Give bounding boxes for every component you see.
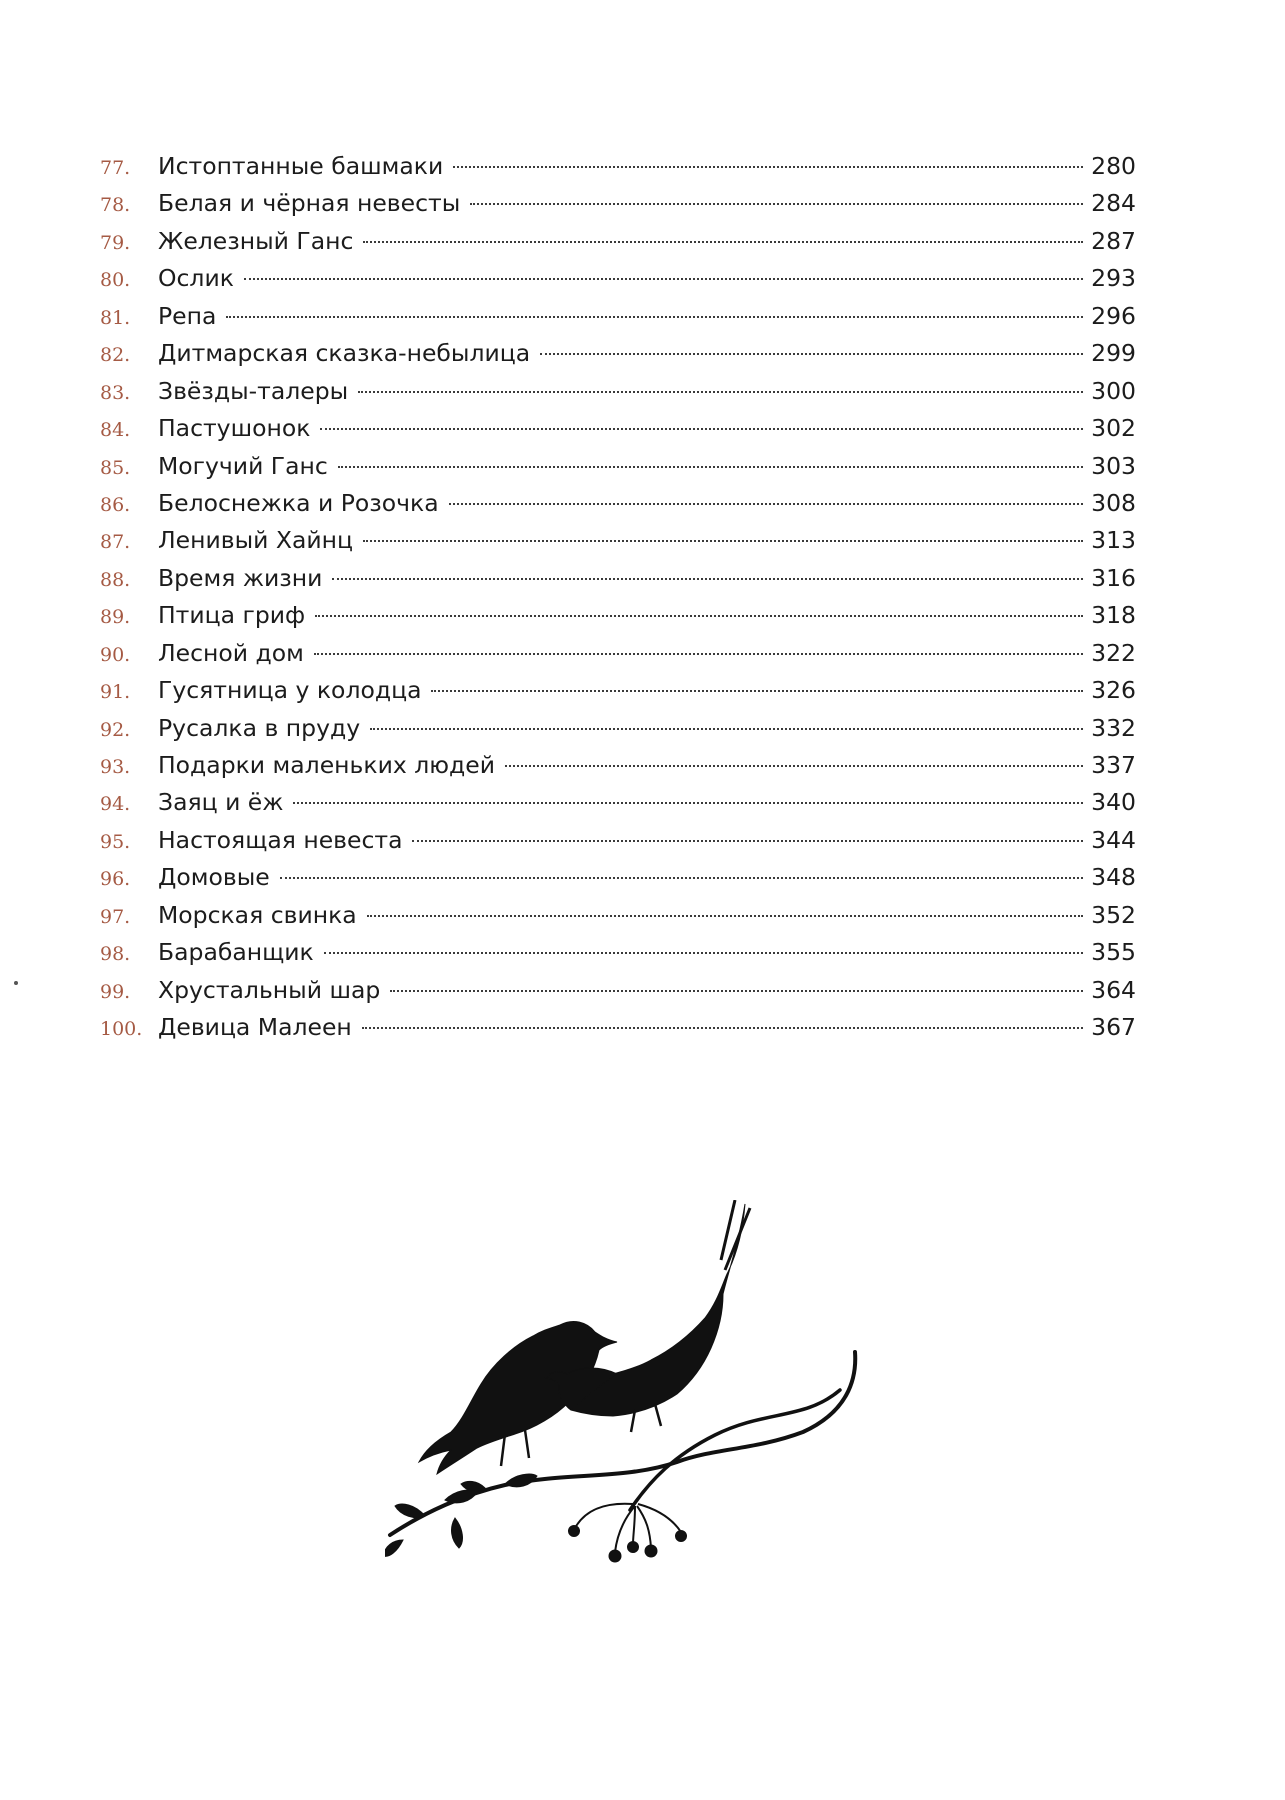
toc-entry-page: 355 [1091, 938, 1136, 967]
toc-entry-title: Могучий Ганс [158, 451, 328, 480]
toc-entry-page: 340 [1091, 788, 1136, 817]
toc-entry [100, 897, 1136, 934]
toc-entry-page: 337 [1091, 751, 1136, 779]
toc-entry-number: 87. [100, 531, 131, 554]
toc-entry-page: 313 [1091, 526, 1136, 555]
toc-entry [100, 373, 1136, 410]
toc-dot-leader [370, 728, 1083, 730]
toc-entry-number: 97. [100, 905, 131, 928]
toc-entry-title: Белоснежка и Розочка [158, 488, 439, 517]
two-birds-on-branch-icon [385, 1200, 865, 1570]
toc-entry [100, 784, 1136, 821]
toc-entry-title: Истоптанные башмаки [158, 152, 444, 180]
toc-entry [100, 1009, 1136, 1046]
toc-dot-leader [226, 316, 1083, 318]
toc-entry-page: 308 [1091, 488, 1136, 517]
toc-entry [100, 672, 1136, 709]
toc-entry [100, 223, 1136, 260]
toc-entry-title: Морская свинка [158, 900, 357, 929]
toc-entry-number: 82. [100, 344, 131, 367]
toc-entry-number: 95. [100, 830, 131, 853]
toc-entry-title: Русалка в пруду [158, 713, 361, 742]
toc-entry-title: Хрустальный шар [158, 975, 381, 1004]
toc-dot-leader [367, 915, 1083, 917]
toc-entry-page: 284 [1091, 189, 1136, 218]
toc-entry-number: 88. [100, 568, 131, 591]
toc-dot-leader [431, 690, 1083, 692]
toc-entry-page: 364 [1091, 975, 1136, 1004]
toc-entry-title: Дитмарская сказка-небылица [158, 339, 531, 368]
toc-entry-title: Девица Малеен [158, 1013, 352, 1042]
toc-entry-page: 316 [1091, 563, 1136, 592]
table-of-contents [100, 148, 1136, 1047]
toc-entry-title: Подарки маленьких людей [158, 751, 495, 779]
toc-entry-title: Барабанщик [158, 938, 314, 967]
toc-entry-number: 92. [100, 718, 131, 741]
toc-entry-number: 78. [100, 194, 131, 217]
toc-entry-title: Репа [158, 301, 217, 330]
toc-dot-leader [324, 952, 1083, 954]
toc-entry-title: Ленивый Хайнц [158, 526, 354, 555]
toc-entry [100, 972, 1136, 1009]
toc-entry [100, 747, 1136, 784]
toc-entry [100, 185, 1136, 222]
toc-entry-page: 326 [1091, 676, 1136, 705]
toc-dot-leader [338, 466, 1083, 468]
toc-entry-number: 85. [100, 456, 131, 479]
toc-entry [100, 822, 1136, 859]
toc-entry-page: 367 [1091, 1013, 1136, 1042]
toc-entry-page: 299 [1091, 339, 1136, 368]
toc-dot-leader [453, 166, 1083, 168]
toc-entry-number: 90. [100, 643, 131, 666]
toc-dot-leader [358, 391, 1083, 393]
toc-entry-number: 80. [100, 269, 131, 292]
toc-entry-page: 322 [1091, 638, 1136, 667]
toc-entry-number: 98. [100, 943, 131, 966]
toc-entry-page: 303 [1091, 451, 1136, 480]
toc-entry [100, 335, 1136, 372]
toc-entry-number: 99. [100, 980, 131, 1003]
toc-entry [100, 410, 1136, 447]
toc-entry-page: 332 [1091, 713, 1136, 742]
toc-entry-title: Белая и чёрная невесты [158, 189, 461, 218]
toc-entry [100, 485, 1136, 522]
toc-entry-page: 296 [1091, 301, 1136, 330]
toc-entry-page: 352 [1091, 900, 1136, 929]
toc-dot-leader [332, 578, 1083, 580]
toc-entry [100, 148, 1136, 185]
toc-dot-leader [362, 1027, 1083, 1029]
toc-dot-leader [412, 840, 1083, 842]
toc-entry-page: 287 [1091, 226, 1136, 255]
toc-entry [100, 597, 1136, 634]
toc-entry-number: 100. [100, 1018, 143, 1041]
toc-dot-leader [244, 278, 1083, 280]
toc-entry-title: Звёзды-талеры [158, 376, 349, 405]
toc-entry-number: 94. [100, 793, 131, 816]
toc-dot-leader [363, 241, 1083, 243]
toc-entry-title: Железный Ганс [158, 226, 354, 255]
toc-entry [100, 298, 1136, 335]
scan-speck [14, 981, 18, 985]
toc-entry [100, 448, 1136, 485]
toc-entry-page: 293 [1091, 264, 1136, 293]
toc-entry-page: 280 [1091, 152, 1136, 180]
toc-entry-number: 83. [100, 381, 131, 404]
toc-dot-leader [363, 540, 1083, 542]
toc-entry-number: 79. [100, 231, 131, 254]
toc-dot-leader [505, 765, 1083, 767]
toc-dot-leader [470, 203, 1083, 205]
toc-entry-number: 81. [100, 306, 131, 329]
toc-entry-page: 300 [1091, 376, 1136, 405]
toc-entry-number: 86. [100, 493, 131, 516]
toc-entry-title: Птица гриф [158, 601, 306, 630]
toc-entry-number: 84. [100, 419, 131, 442]
toc-entry-number: 89. [100, 606, 131, 629]
toc-entry-page: 302 [1091, 414, 1136, 443]
toc-dot-leader [293, 802, 1083, 804]
toc-dot-leader [449, 503, 1084, 505]
toc-entry [100, 260, 1136, 297]
toc-entry-page: 344 [1091, 825, 1136, 854]
toc-entry-title: Заяц и ёж [158, 788, 284, 817]
toc-entry [100, 934, 1136, 971]
toc-entry-page: 348 [1091, 863, 1136, 892]
toc-entry-number: 96. [100, 868, 131, 891]
toc-entry [100, 522, 1136, 559]
toc-dot-leader [314, 653, 1083, 655]
toc-entry [100, 560, 1136, 597]
toc-dot-leader [315, 615, 1083, 617]
toc-entry-number: 93. [100, 756, 131, 778]
toc-dot-leader [540, 353, 1083, 355]
toc-entry-title: Ослик [158, 264, 234, 293]
toc-entry-number: 91. [100, 681, 131, 704]
toc-dot-leader [390, 990, 1083, 992]
toc-entry [100, 635, 1136, 672]
toc-dot-leader [320, 428, 1083, 430]
toc-entry-title: Домовые [158, 863, 270, 892]
toc-entry [100, 710, 1136, 747]
toc-entry-title: Пастушонок [158, 414, 311, 443]
toc-dot-leader [280, 877, 1083, 879]
toc-entry-page: 318 [1091, 601, 1136, 630]
toc-entry [100, 859, 1136, 896]
toc-entry-title: Гусятница у колодца [158, 676, 422, 705]
toc-entry-title: Настоящая невеста [158, 825, 403, 854]
toc-entry-title: Время жизни [158, 563, 323, 592]
toc-entry-title: Лесной дом [158, 638, 304, 667]
toc-entry-number: 77. [100, 157, 131, 179]
